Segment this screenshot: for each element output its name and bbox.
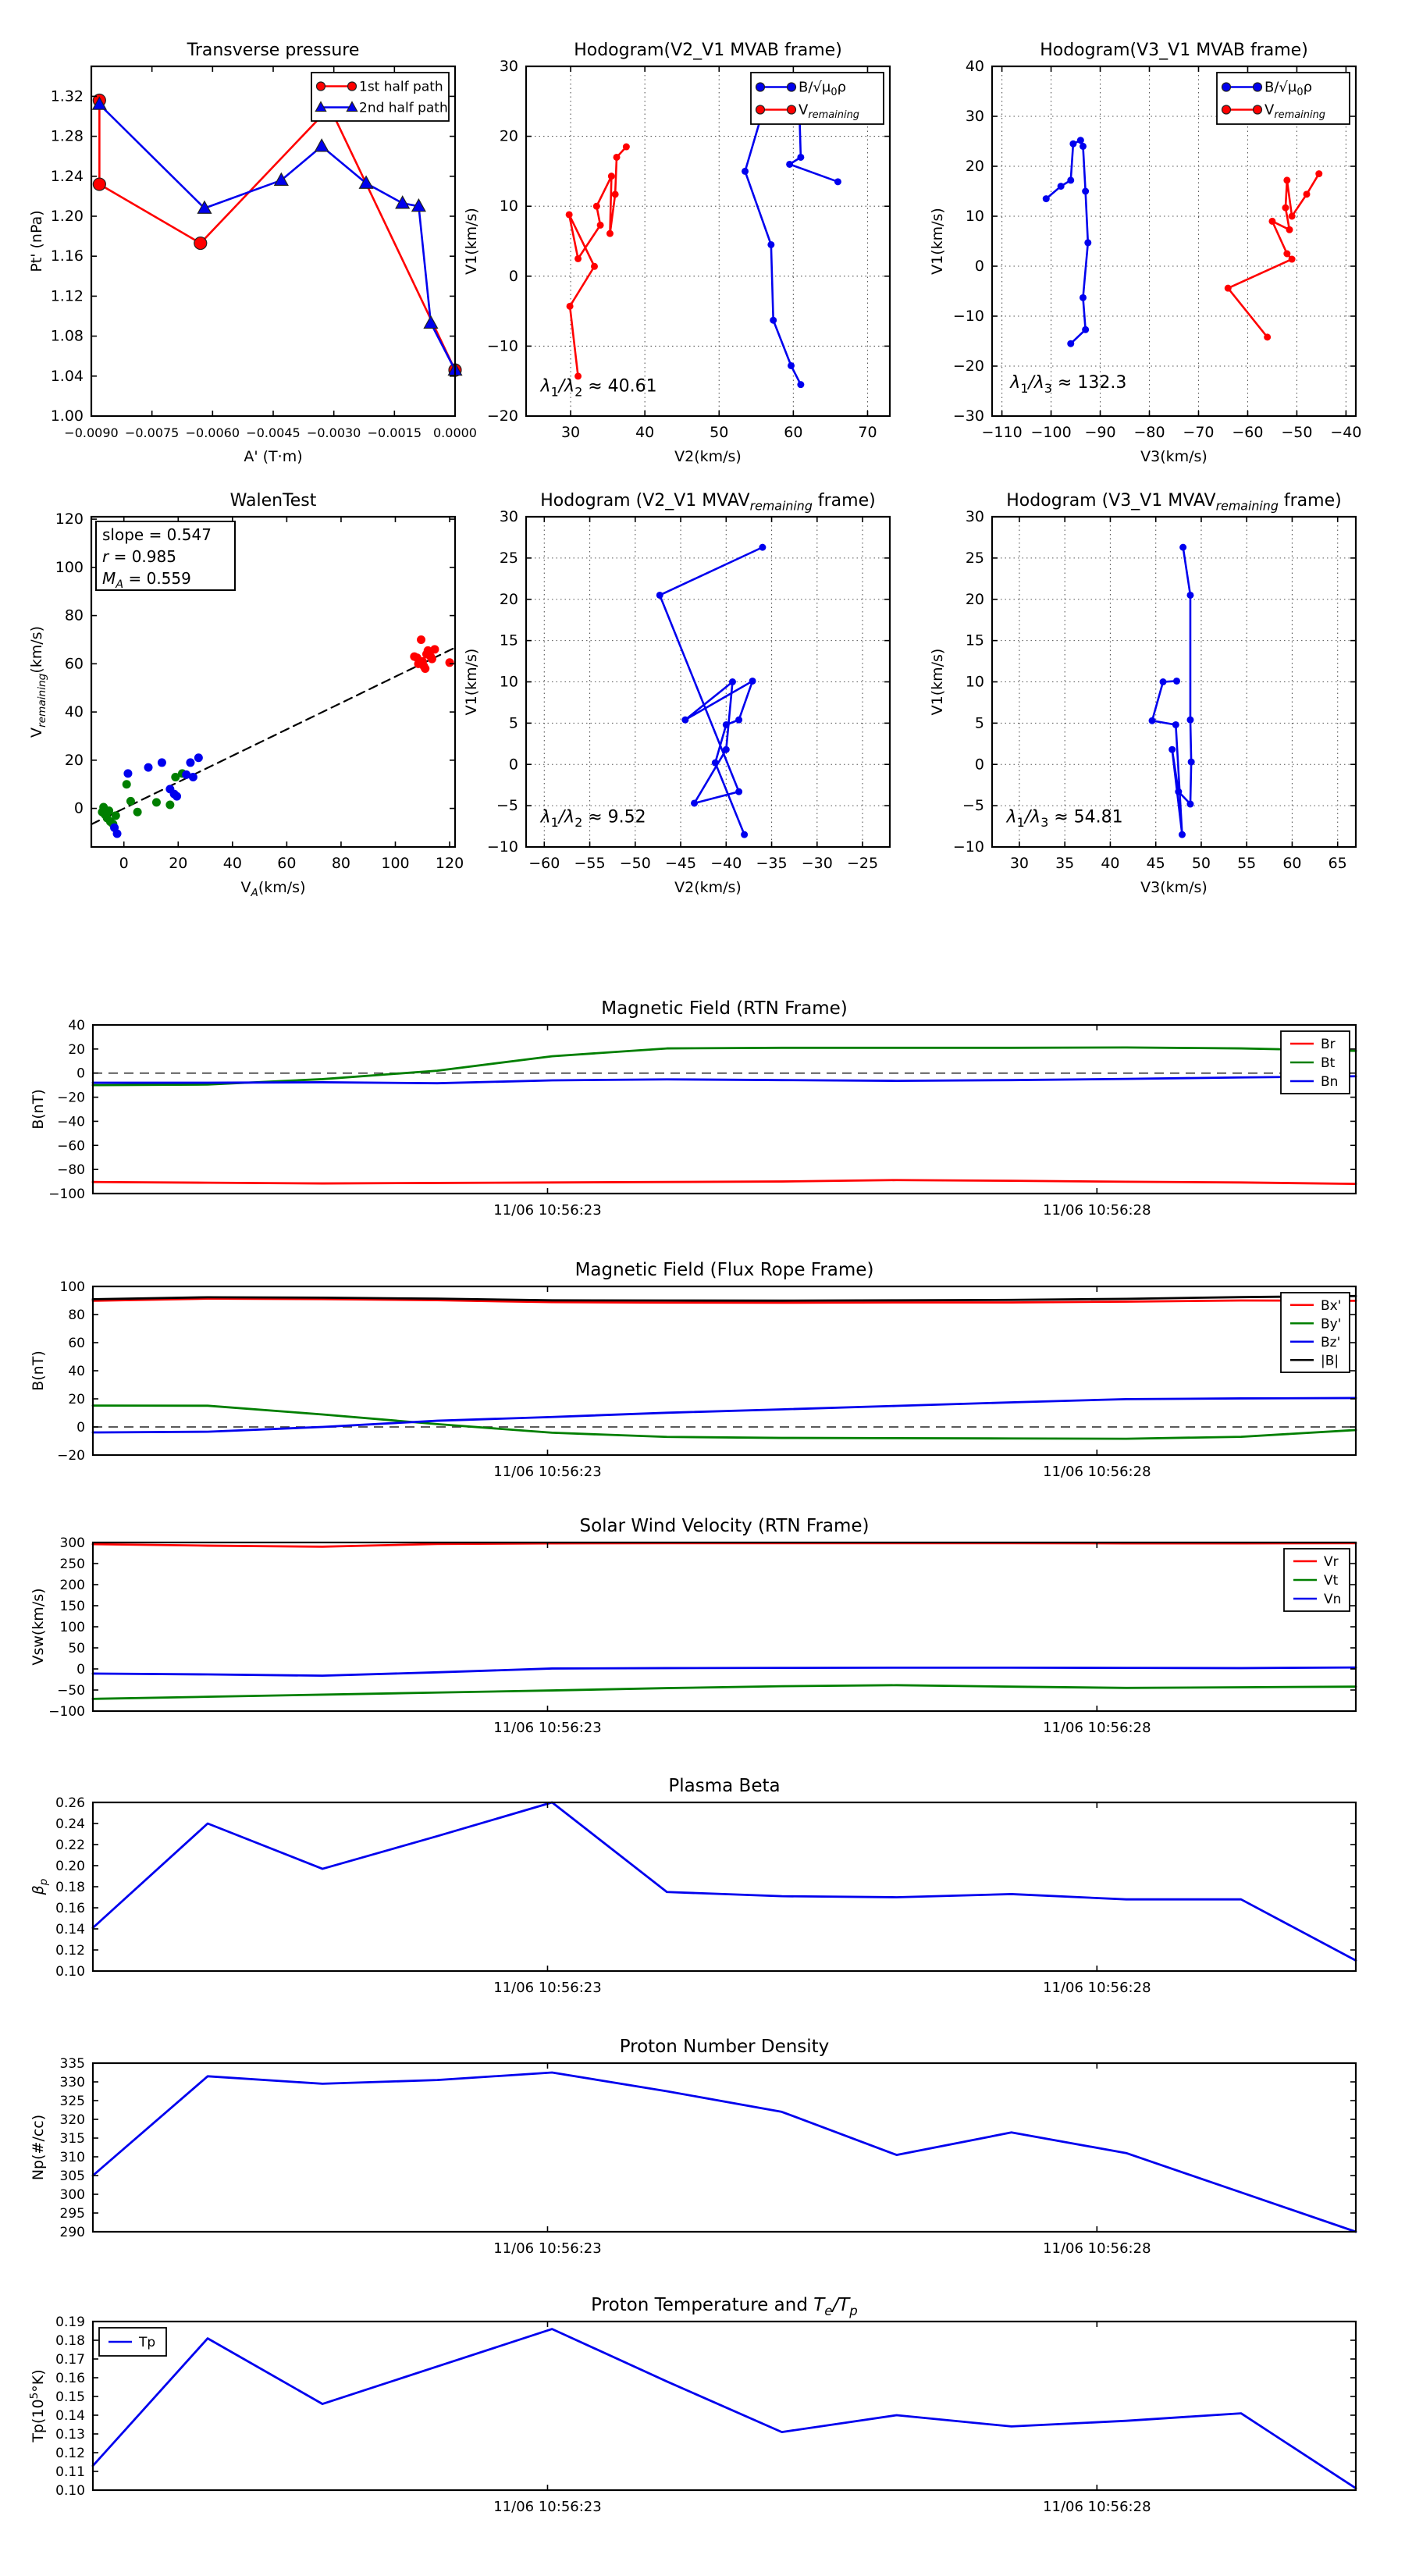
- magnetic-field-flux-rope-ytick: 0: [76, 1420, 85, 1436]
- hodogram-v3v1-mvav-remaining-xlabel: V3(km/s): [1140, 879, 1208, 896]
- magnetic-field-flux-rope-frame: [93, 1286, 1356, 1455]
- proton-temperature-ytick: 0.13: [55, 2427, 85, 2443]
- hodogram-v3v1-mvab-xtick: −50: [1281, 424, 1313, 441]
- proton-temperature-xtick: 11/06 10:56:23: [493, 2499, 602, 2515]
- walen-test-ytick: 40: [64, 703, 84, 721]
- proton-temperature-ytick: 0.14: [55, 2408, 85, 2424]
- proton-temperature-ytick: 0.10: [55, 2483, 85, 2499]
- hodogram-v3v1-mvab-ytick: −20: [952, 358, 984, 375]
- hodogram-v3v1-mvab-ylabel: V1(km/s): [929, 208, 946, 275]
- hodogram-v3v1-mvab-xtick: −110: [981, 424, 1023, 441]
- hodogram-v2v1-mvav-remaining-ytick: 0: [508, 756, 518, 774]
- magnetic-field-rtn-legend-label: Bn: [1321, 1074, 1339, 1090]
- solar-wind-velocity-rtn-ylabel: Vsw(km/s): [30, 1588, 47, 1666]
- hodogram-v3v1-mvav-remaining-xtick: 65: [1328, 855, 1347, 872]
- proton-temperature: [28, 2295, 1356, 2515]
- solar-wind-velocity-rtn-ytick: 300: [59, 1535, 85, 1551]
- hodogram-v3v1-mvav-remaining-ytick: −10: [952, 838, 984, 856]
- transverse-pressure-legend-label: 1st half path: [359, 79, 443, 95]
- walen-test-ylabel: $V_{remaining}(km/s)$: [28, 626, 48, 738]
- hodogram-v2v1-mvav-remaining-xtick: −60: [528, 855, 560, 872]
- magnetic-field-rtn-title: Magnetic Field (RTN Frame): [601, 998, 848, 1019]
- plasma-beta: [30, 1776, 1356, 1996]
- proton-temperature-ytick: 0.15: [55, 2389, 85, 2405]
- solar-wind-velocity-rtn-ytick: 250: [59, 1557, 85, 1572]
- walen-test-xtick: 0: [119, 855, 129, 872]
- hodogram-v3v1-mvav-remaining-xtick: 60: [1282, 855, 1302, 872]
- magnetic-field-rtn-ytick: −80: [57, 1162, 85, 1179]
- magnetic-field-rtn-xtick: 11/06 10:56:28: [1043, 1202, 1151, 1219]
- transverse-pressure-ylabel: Pt' (nPa): [28, 210, 45, 272]
- proton-temperature-ytick: 0.17: [55, 2352, 85, 2368]
- hodogram-v2v1-mvav-remaining-ytick: −5: [496, 797, 518, 815]
- proton-temperature-ylabel: $Tp(10^5^\circ K)$: [27, 2369, 47, 2443]
- magnetic-field-rtn-ytick: 20: [68, 1041, 85, 1058]
- hodogram-v2v1-mvav-remaining-xtick: −30: [801, 855, 833, 872]
- magnetic-field-flux-rope-ytick: 60: [68, 1336, 85, 1351]
- plasma-beta-ytick: 0.12: [55, 1943, 85, 1959]
- hodogram-v2v1-mvav-remaining-ytick: −10: [486, 838, 518, 856]
- hodogram-v3v1-mvab-ytick: −10: [952, 308, 984, 325]
- solar-wind-velocity-rtn-ytick: 150: [59, 1599, 85, 1614]
- magnetic-field-rtn-legend-label: Br: [1321, 1037, 1336, 1052]
- hodogram-v3v1-mvab-ytick: 0: [974, 258, 984, 275]
- magnetic-field-rtn-frame: [93, 1025, 1356, 1194]
- hodogram-v2v1-mvav-remaining-ytick: 30: [499, 508, 518, 525]
- hodogram-v2v1-mvav-remaining-xtick: −55: [574, 855, 606, 872]
- magnetic-field-flux-rope: [30, 1260, 1356, 1480]
- walen-test-xtick: 100: [381, 855, 410, 872]
- magnetic-field-flux-rope-xtick: 11/06 10:56:28: [1043, 1464, 1151, 1480]
- plasma-beta-ylabel: $\beta_p$: [30, 1878, 50, 1895]
- magnetic-field-rtn-ytick: −100: [48, 1187, 85, 1202]
- hodogram-v3v1-mvav-remaining-ytick: 10: [965, 673, 984, 691]
- walen-test-infobox-line: slope = 0.547: [102, 525, 212, 544]
- hodogram-v2v1-mvab-xtick: 60: [784, 424, 803, 441]
- proton-temperature-ytick: 0.16: [55, 2371, 85, 2386]
- proton-temperature-xtick: 11/06 10:56:28: [1043, 2499, 1151, 2515]
- solar-wind-velocity-rtn-legend-label: Vt: [1324, 1573, 1339, 1589]
- hodogram-v3v1-mvab-ytick: 10: [965, 208, 984, 225]
- hodogram-v2v1-mvab-ytick: 20: [499, 127, 518, 145]
- hodogram-v3v1-mvab-xtick: −90: [1084, 424, 1116, 441]
- walen-test-ytick: 20: [64, 751, 84, 769]
- proton-temperature-ytick: 0.12: [55, 2446, 85, 2461]
- magnetic-field-rtn-legend-label: Bt: [1321, 1055, 1336, 1071]
- hodogram-v3v1-mvav-remaining-xtick: 40: [1101, 855, 1120, 872]
- hodogram-v3v1-mvav-remaining-title: Hodogram (V3_V1 $MVAV_{remaining}$ frame): [1006, 491, 1342, 514]
- magnetic-field-rtn-ylabel: B(nT): [30, 1089, 47, 1130]
- magnetic-field-rtn-ytick: 40: [68, 1018, 85, 1034]
- hodogram-v2v1-mvav-remaining-ytick: 25: [499, 549, 518, 567]
- transverse-pressure-title: Transverse pressure: [187, 41, 360, 60]
- magnetic-field-rtn-ytick: 0: [76, 1066, 85, 1082]
- solar-wind-velocity-rtn-legend-label: Vr: [1324, 1554, 1339, 1570]
- proton-number-density-ytick: 300: [59, 2187, 85, 2203]
- proton-number-density-ytick: 330: [59, 2075, 85, 2090]
- solar-wind-velocity-rtn-legend-label: Vn: [1324, 1592, 1342, 1607]
- hodogram-v3v1-mvav-remaining-xtick: 45: [1146, 855, 1165, 872]
- solar-wind-velocity-rtn-xtick: 11/06 10:56:28: [1043, 1720, 1151, 1736]
- plasma-beta-xtick: 11/06 10:56:23: [493, 1980, 602, 1996]
- hodogram-v3v1-mvav-remaining-ytick: 0: [974, 756, 984, 774]
- proton-number-density-ytick: 290: [59, 2225, 85, 2240]
- hodogram-v2v1-mvab-ytick: −10: [486, 337, 518, 355]
- magnetic-field-flux-rope-ylabel: B(nT): [30, 1350, 47, 1391]
- hodogram-v3v1-mvav-remaining-ytick: 5: [974, 714, 984, 732]
- plasma-beta-ytick: 0.22: [55, 1838, 85, 1853]
- walen-test-xtick: 20: [169, 855, 188, 872]
- magnetic-field-rtn-xtick: 11/06 10:56:23: [493, 1202, 602, 1219]
- walen-test-xtick: 60: [277, 855, 297, 872]
- magnetic-field-flux-rope-ytick: 100: [59, 1279, 85, 1295]
- walen-test-infobox-line: r = 0.985: [102, 547, 176, 566]
- hodogram-v2v1-mvab-xtick: 30: [560, 424, 581, 441]
- hodogram-v3v1-mvab-xlabel: V3(km/s): [1140, 448, 1208, 465]
- proton-number-density-ytick: 295: [59, 2206, 85, 2222]
- solar-wind-velocity-rtn-ytick: 0: [76, 1662, 85, 1678]
- hodogram-v3v1-mvav-remaining-ytick: 30: [965, 508, 984, 525]
- transverse-pressure-xtick: −0.0075: [124, 425, 180, 440]
- hodogram-v2v1-mvab-ytick: 0: [508, 267, 518, 285]
- hodogram-v3v1-mvav-remaining-ytick: 20: [965, 590, 984, 608]
- hodogram-v2v1-mvab-ytick: 30: [499, 58, 518, 75]
- transverse-pressure-xtick: −0.0045: [246, 425, 301, 440]
- transverse-pressure-ytick: 1.08: [50, 327, 84, 345]
- solar-wind-velocity-rtn-title: Solar Wind Velocity (RTN Frame): [579, 1516, 870, 1536]
- hodogram-v3v1-mvab-xtick: −100: [1030, 424, 1072, 441]
- hodogram-v3v1-mvab-annotation: $\lambda_1/\lambda_3 \approx 132.3$: [1010, 373, 1127, 396]
- transverse-pressure-ytick: 1.28: [50, 127, 84, 145]
- plasma-beta-title: Plasma Beta: [668, 1776, 781, 1796]
- proton-number-density-ytick: 325: [59, 2094, 85, 2109]
- proton-number-density-ytick: 315: [59, 2131, 85, 2147]
- magnetic-field-flux-rope-ytick: 80: [68, 1308, 85, 1323]
- hodogram-v2v1-mvab-xlabel: V2(km/s): [674, 448, 742, 465]
- solar-wind-velocity-rtn-ytick: 200: [59, 1578, 85, 1593]
- transverse-pressure-ytick: 1.00: [50, 407, 84, 425]
- solar-wind-velocity-rtn-ytick: −100: [48, 1704, 85, 1720]
- hodogram-v2v1-mvav-remaining-annotation: $\lambda_1/\lambda_2 \approx 9.52$: [540, 807, 646, 830]
- proton-number-density-title: Proton Number Density: [619, 2037, 830, 2057]
- proton-number-density-xtick: 11/06 10:56:28: [1043, 2240, 1151, 2257]
- transverse-pressure-xtick: 0.0000: [433, 425, 477, 440]
- solar-wind-velocity-rtn-frame: [93, 1542, 1356, 1711]
- walen-test-xtick: 120: [435, 855, 464, 872]
- proton-temperature-legend-label: Tp: [139, 2335, 156, 2350]
- magnetic-field-rtn-ytick: −20: [57, 1090, 85, 1106]
- plasma-beta-ytick: 0.26: [55, 1795, 85, 1811]
- walen-test-xtick: 40: [222, 855, 242, 872]
- hodogram-v3v1-mvab-ytick: 40: [965, 58, 984, 75]
- hodogram-v3v1-mvab: [929, 41, 1361, 465]
- walen-test-ytick: 120: [55, 511, 84, 528]
- plasma-beta-ytick: 0.14: [55, 1922, 85, 1937]
- walen-test-ytick: 80: [64, 607, 84, 624]
- proton-temperature-title: Proton Temperature and $T_e/T_p$: [591, 2295, 858, 2318]
- plasma-beta-ytick: 0.10: [55, 1964, 85, 1980]
- hodogram-v3v1-mvab-xtick: −60: [1232, 424, 1264, 441]
- hodogram-v3v1-mvab-xtick: −70: [1183, 424, 1215, 441]
- plasma-beta-ytick: 0.24: [55, 1816, 85, 1832]
- hodogram-v3v1-mvav-remaining-xtick: 30: [1009, 855, 1030, 872]
- hodogram-v3v1-mvav-remaining-annotation: $\lambda_1/\lambda_3 \approx 54.81$: [1006, 807, 1123, 830]
- walen-test: [28, 491, 464, 899]
- hodogram-v2v1-mvab-xtick: 70: [858, 424, 877, 441]
- hodogram-v2v1-mvab-legend-label: $B/√\mu_0\rho$: [799, 79, 847, 99]
- hodogram-v2v1-mvab-annotation: $\lambda_1/\lambda_2 \approx 40.61$: [540, 376, 657, 400]
- transverse-pressure-xlabel: A' (T·m): [244, 448, 303, 465]
- proton-number-density-ytick: 305: [59, 2169, 85, 2184]
- proton-temperature-ytick: 0.11: [55, 2464, 85, 2480]
- solar-wind-velocity-rtn: [30, 1516, 1356, 1736]
- hodogram-v3v1-mvav-remaining-ytick: 25: [965, 549, 984, 567]
- walen-test-xtick: 80: [331, 855, 351, 872]
- hodogram-v3v1-mvav-remaining: [929, 491, 1356, 896]
- hodogram-v2v1-mvav-remaining-ytick: 5: [508, 714, 518, 732]
- magnetic-field-flux-rope-ytick: −20: [57, 1448, 85, 1464]
- transverse-pressure: [28, 41, 477, 465]
- hodogram-v2v1-mvav-remaining-xtick: −25: [846, 855, 879, 872]
- walen-test-xlabel: $V_A(km/s)$: [240, 879, 306, 899]
- hodogram-v2v1-mvav-remaining-ytick: 10: [499, 673, 518, 691]
- hodogram-v3v1-mvab-legend-label: $B/√\mu_0\rho$: [1264, 79, 1313, 99]
- proton-temperature-ytick: 0.18: [55, 2333, 85, 2349]
- hodogram-v3v1-mvav-remaining-xtick: 50: [1191, 855, 1211, 872]
- proton-number-density-ylabel: Np(#/cc): [30, 2114, 47, 2181]
- walen-test-ytick: 0: [73, 799, 84, 817]
- magnetic-field-rtn-ytick: −40: [57, 1114, 85, 1130]
- hodogram-v3v1-mvab-ytick: −30: [952, 407, 984, 425]
- proton-number-density-xtick: 11/06 10:56:23: [493, 2240, 602, 2257]
- transverse-pressure-ytick: 1.20: [50, 208, 84, 225]
- hodogram-v2v1-mvav-remaining-xtick: −35: [756, 855, 788, 872]
- hodogram-v2v1-mvav-remaining-xtick: −40: [710, 855, 742, 872]
- hodogram-v3v1-mvav-remaining-xtick: 35: [1055, 855, 1075, 872]
- hodogram-v3v1-mvab-ytick: 20: [965, 158, 984, 175]
- transverse-pressure-xtick: −0.0030: [306, 425, 361, 440]
- plasma-beta-ytick: 0.20: [55, 1859, 85, 1874]
- plasma-beta-xtick: 11/06 10:56:28: [1043, 1980, 1151, 1996]
- transverse-pressure-xtick: −0.0015: [367, 425, 422, 440]
- hodogram-v3v1-mvab-xtick: −80: [1133, 424, 1165, 441]
- proton-number-density-frame: [93, 2063, 1356, 2232]
- transverse-pressure-ytick: 1.24: [50, 167, 84, 185]
- walen-test-ytick: 60: [64, 655, 84, 673]
- hodogram-v2v1-mvab-ytick: 10: [499, 197, 518, 215]
- proton-number-density-ytick: 310: [59, 2150, 85, 2165]
- solar-wind-velocity-rtn-ytick: −50: [57, 1683, 85, 1699]
- hodogram-v3v1-mvab-ytick: 30: [965, 108, 984, 125]
- hodogram-v3v1-mvab-legend-label: $V_{remaining}$: [1264, 101, 1326, 122]
- hodogram-v2v1-mvav-remaining-xtick: −50: [619, 855, 651, 872]
- transverse-pressure-ytick: 1.32: [50, 87, 84, 105]
- magnetic-field-rtn-ytick: −60: [57, 1138, 85, 1155]
- hodogram-v3v1-mvab-title: Hodogram(V3_V1 MVAB frame): [1040, 41, 1308, 60]
- proton-number-density-ytick: 335: [59, 2056, 85, 2072]
- walen-test-ytick: 100: [55, 558, 84, 576]
- transverse-pressure-xtick: −0.0060: [185, 425, 240, 440]
- transverse-pressure-ytick: 1.16: [50, 247, 84, 265]
- transverse-pressure-xtick: −0.0090: [64, 425, 119, 440]
- transverse-pressure-ytick: 1.12: [50, 287, 84, 305]
- hodogram-v2v1-mvab: [463, 41, 890, 465]
- hodogram-v2v1-mvab-xtick: 40: [635, 424, 655, 441]
- hodogram-v3v1-mvab-xtick: −40: [1330, 424, 1362, 441]
- magnetic-field-flux-rope-ytick: 20: [68, 1392, 85, 1407]
- hodogram-v2v1-mvab-xtick: 50: [710, 424, 729, 441]
- hodogram-v2v1-mvav-remaining-title: Hodogram (V2_V1 $MVAV_{remaining}$ frame): [540, 491, 876, 514]
- hodogram-v2v1-mvav-remaining-ylabel: V1(km/s): [463, 648, 480, 716]
- plasma-beta-ytick: 0.16: [55, 1901, 85, 1916]
- hodogram-v2v1-mvab-ylabel: V1(km/s): [463, 208, 480, 275]
- magnetic-field-flux-rope-legend-label: |B|: [1321, 1353, 1339, 1369]
- magnetic-field-flux-rope-ytick: 40: [68, 1364, 85, 1379]
- hodogram-v2v1-mvav-remaining-xtick: −45: [664, 855, 697, 872]
- magnetic-field-flux-rope-legend-label: Bx': [1321, 1297, 1342, 1314]
- proton-temperature-ytick: 0.19: [55, 2314, 85, 2330]
- solar-wind-velocity-rtn-ytick: 50: [68, 1641, 85, 1656]
- transverse-pressure-ytick: 1.04: [50, 367, 84, 385]
- hodogram-v3v1-mvav-remaining-ytick: −5: [962, 797, 984, 815]
- hodogram-v2v1-mvav-remaining-xlabel: V2(km/s): [674, 879, 742, 896]
- hodogram-v2v1-mvav-remaining-ytick: 20: [499, 590, 518, 608]
- hodogram-v3v1-mvav-remaining-xtick: 55: [1237, 855, 1257, 872]
- hodogram-v2v1-mvab-legend-label: $V_{remaining}$: [799, 101, 860, 122]
- hodogram-v2v1-mvav-remaining: [463, 491, 890, 896]
- walen-test-infobox-line: $M_A = 0.559$: [102, 569, 191, 592]
- magnetic-field-flux-rope-xtick: 11/06 10:56:23: [493, 1464, 602, 1480]
- walen-test-title: WalenTest: [229, 491, 317, 511]
- proton-number-density: [30, 2037, 1356, 2257]
- magnetic-field-flux-rope-title: Magnetic Field (Flux Rope Frame): [574, 1260, 874, 1280]
- magnetic-field-flux-rope-legend-label: Bz': [1321, 1334, 1341, 1350]
- hodogram-v2v1-mvab-ytick: −20: [486, 407, 518, 425]
- transverse-pressure-legend-label: 2nd half path: [359, 100, 448, 116]
- magnetic-field-rtn: [30, 998, 1356, 1219]
- solar-wind-velocity-rtn-xtick: 11/06 10:56:23: [493, 1720, 602, 1736]
- solar-wind-velocity-rtn-ytick: 100: [59, 1620, 85, 1635]
- plasma-beta-ytick: 0.18: [55, 1880, 85, 1895]
- hodogram-v3v1-mvav-remaining-ylabel: V1(km/s): [929, 648, 946, 716]
- plasma-beta-frame: [93, 1802, 1356, 1971]
- hodogram-v2v1-mvav-remaining-ytick: 15: [499, 632, 518, 649]
- magnetic-field-flux-rope-legend-label: By': [1321, 1316, 1342, 1332]
- proton-number-density-ytick: 320: [59, 2112, 85, 2128]
- hodogram-v3v1-mvav-remaining-ytick: 15: [965, 632, 984, 649]
- hodogram-v2v1-mvab-title: Hodogram(V2_V1 MVAB frame): [574, 41, 842, 60]
